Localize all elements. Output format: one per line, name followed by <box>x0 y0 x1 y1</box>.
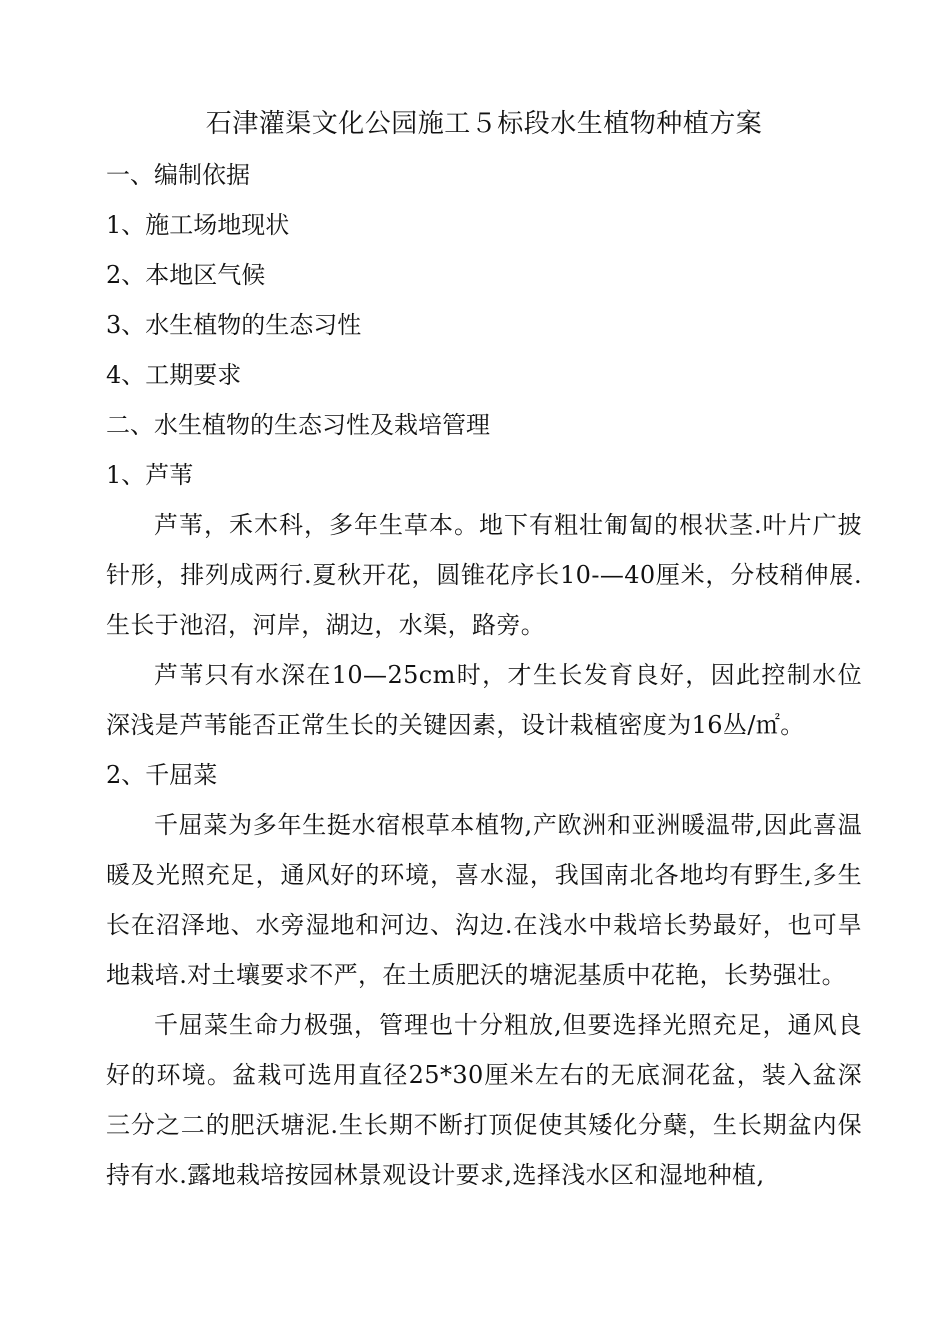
heading-local-climate: 2、本地区气候 <box>106 261 266 289</box>
document-page <box>106 104 862 1200</box>
heading-schedule-requirements: 4、工期要求 <box>106 361 242 389</box>
paragraph-lythrum-management: 千屈菜生命力极强，管理也十分粗放,但要选择光照充足，通风良好的环境。盆栽可选用直径25*30厘米左右的无底洞花盆，装入盆深三分之二的肥沃塘泥.生长期不断打顶促使其矮化分蘖，生长期盆内保持有水.露地栽培按园林景观设计要求,选择浅水区和湿地种植, <box>106 1011 862 1189</box>
heading-habits-and-cultivation: 二、水生植物的生态习性及栽培管理 <box>106 411 490 439</box>
document-title: 石津灌渠文化公园施工５标段水生植物种植方案 <box>205 109 763 139</box>
heading-reed: 1、芦苇 <box>106 461 194 489</box>
paragraph-reed-description: 芦苇，禾木科，多年生草本。地下有粗壮匍匐的根状茎.叶片广披针形，排列成两行.夏秋开花，圆锥花序长10-—40厘米，分枝稍伸展.生长于池沼，河岸，湖边，水渠，路旁。 <box>106 511 862 639</box>
heading-site-status: 1、施工场地现状 <box>106 211 290 239</box>
heading-lythrum: 2、千屈菜 <box>106 761 218 789</box>
paragraph-lythrum-description: 千屈菜为多年生挺水宿根草本植物,产欧洲和亚洲暖温带,因此喜温暖及光照充足，通风好的环境，喜水湿，我国南北各地均有野生,多生长在沼泽地、水旁湿地和河边、沟边.在浅水中栽培长势最好，也可旱地栽培.对土壤要求不严，在土质肥沃的塘泥基质中花艳，长势强壮。 <box>106 811 862 989</box>
heading-ecological-habits: 3、水生植物的生态习性 <box>106 311 362 339</box>
heading-compilation-basis: 一、编制依据 <box>106 161 250 189</box>
paragraph-reed-water-depth: 芦苇只有水深在10—25cm时，才生长发育良好，因此控制水位深浅是芦苇能否正常生长的关键因素，设计栽植密度为16丛/㎡。 <box>106 661 862 739</box>
